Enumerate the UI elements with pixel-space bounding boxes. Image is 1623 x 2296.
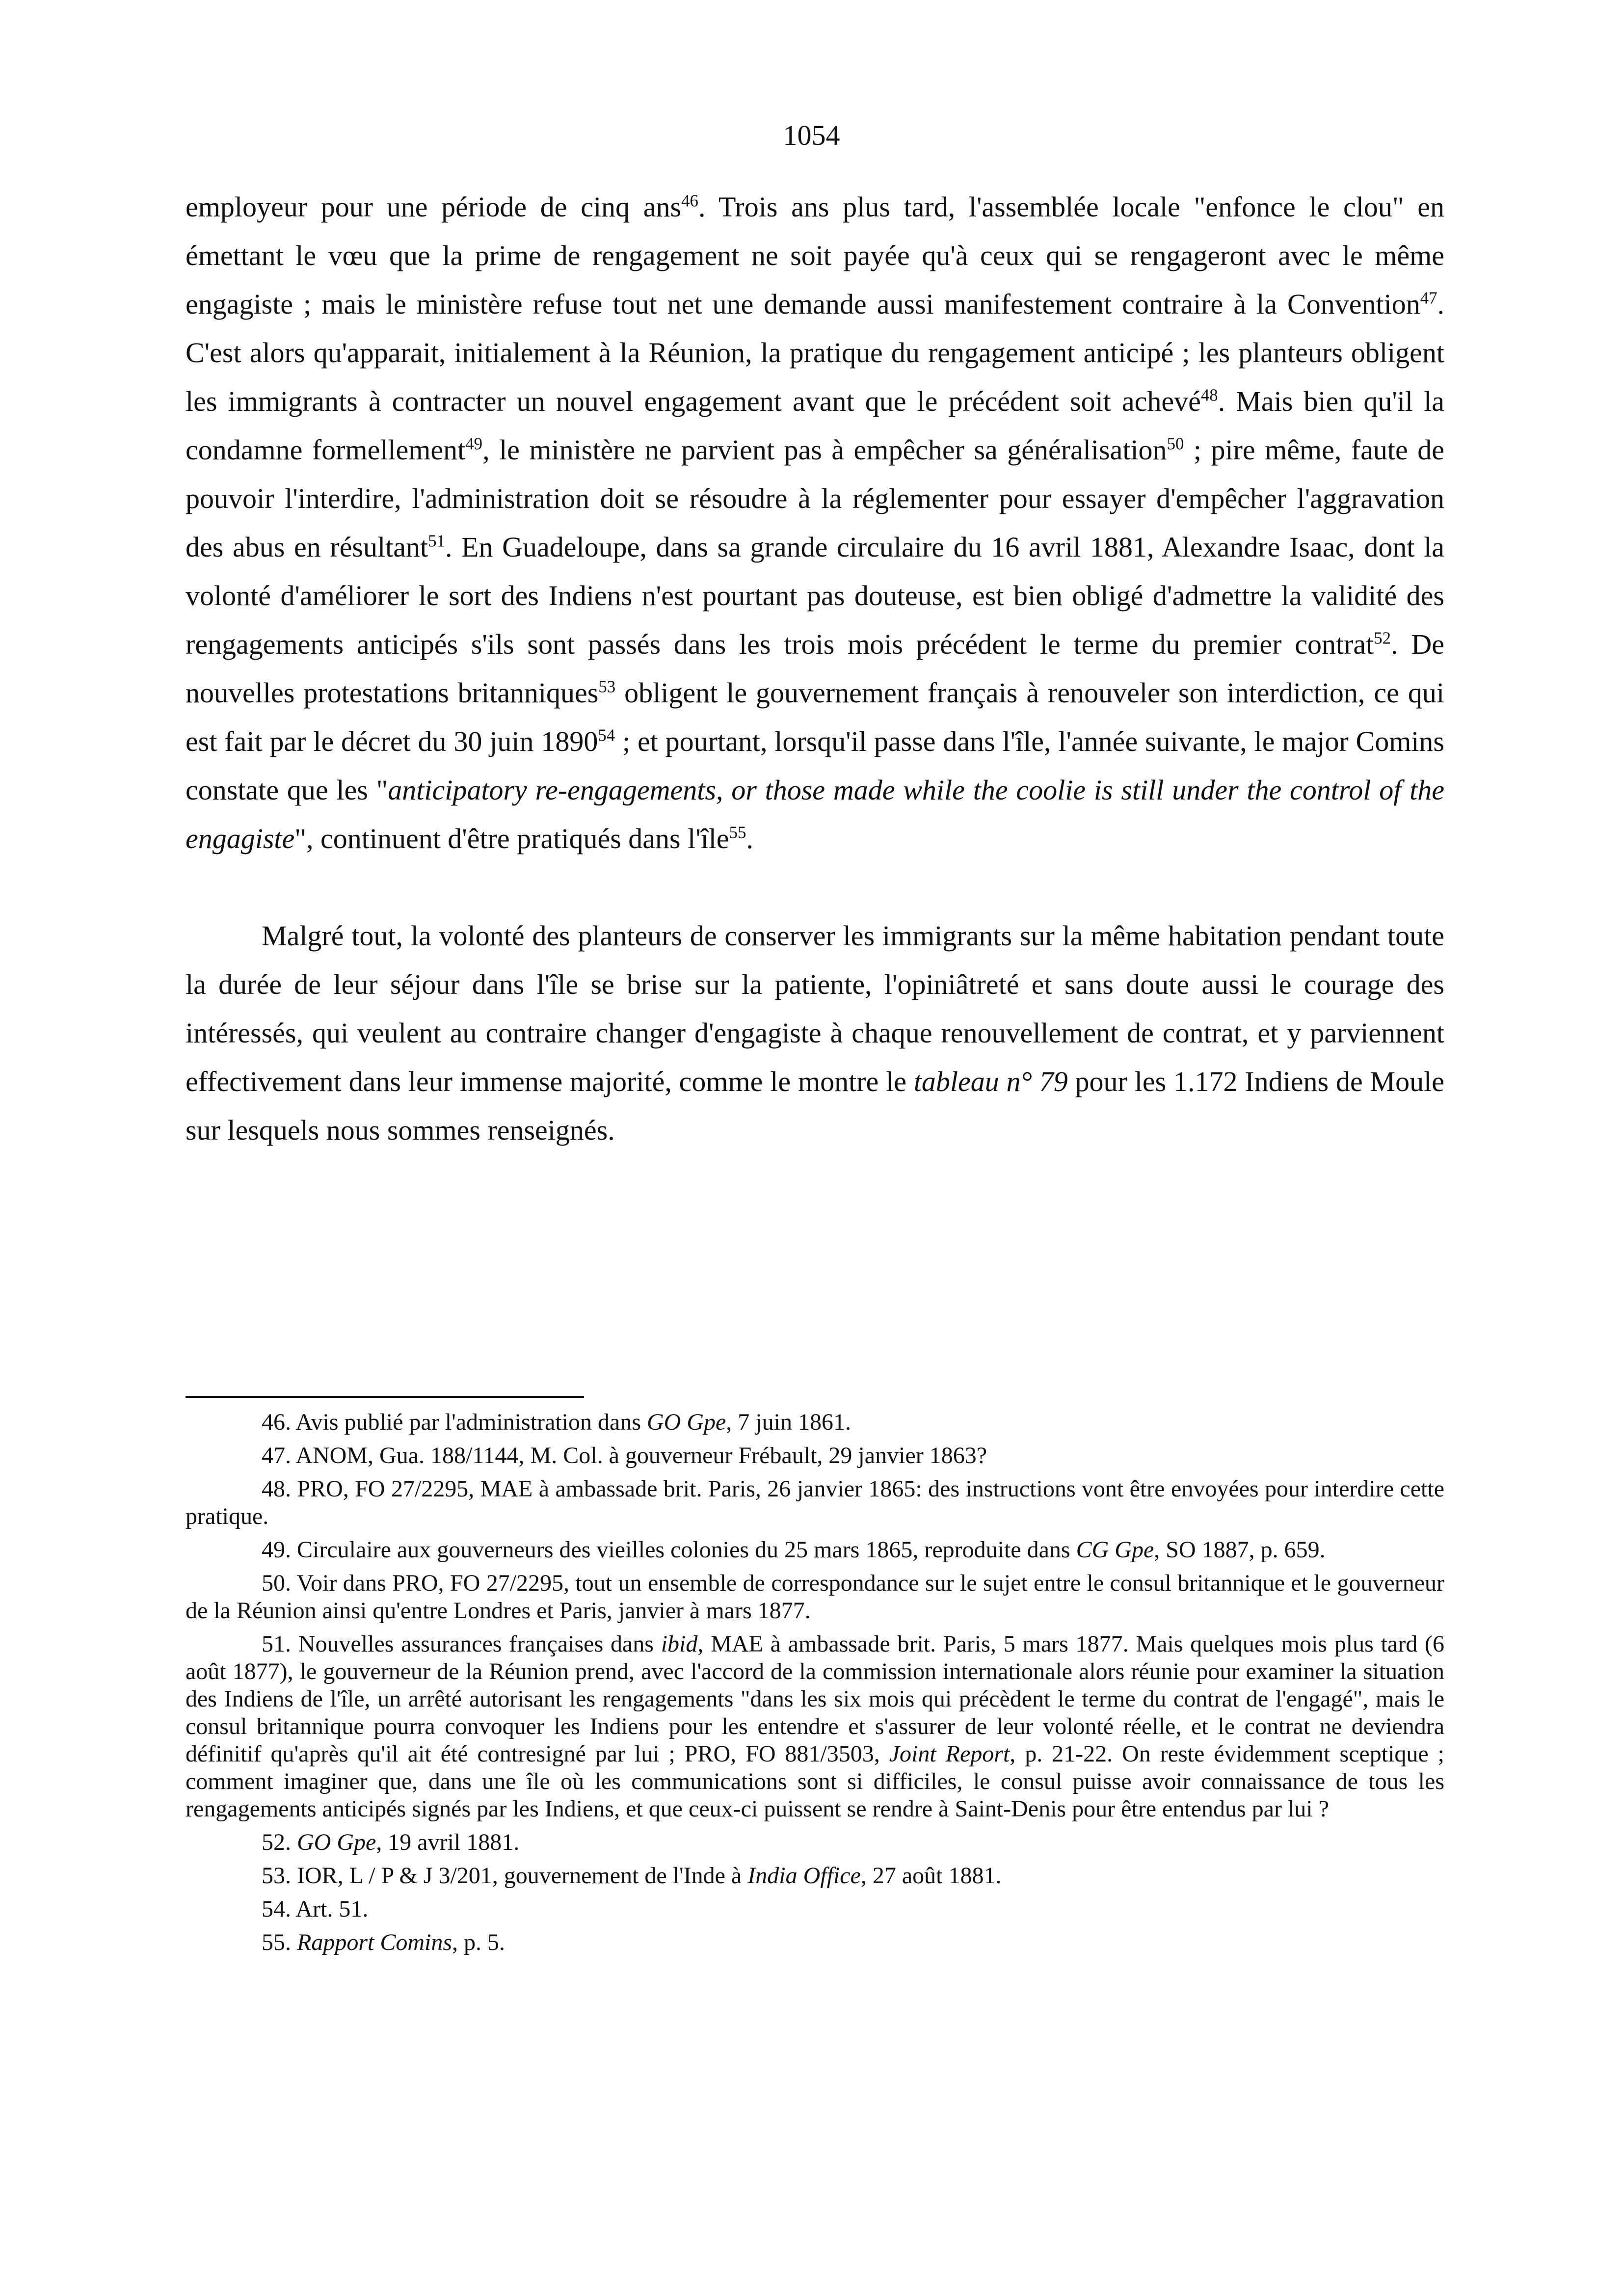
text-run: . En Guadeloupe, dans sa grande circulaire du 16 avril 1881, Alexandre Isaac, dont la volonté d'améliorer le sort des Indiens n'est pourtant pas douteuse, est bien obligé d'admettre la validité des rengagements anticipés s'ils sont passés dans les trois mois précédent le terme du premier contrat xyxy=(186,531,1444,660)
paragraph-1 xyxy=(186,183,1444,863)
text-run: , le ministère ne parvient pas à empêcher sa généralisation xyxy=(482,434,1167,466)
footnote-46 xyxy=(186,1409,1444,1436)
text-run: ; pire même, faute de pouvoir l'interdire, l'administration doit se résoudre à la réglementer pour essayer d'empêcher l'aggravation des abus en résultant xyxy=(186,434,1444,563)
footnote-ref: 50 xyxy=(1167,434,1184,454)
footnote-52 xyxy=(186,1829,1444,1856)
text-run: 46. Avis publié par l'administration dans xyxy=(262,1409,647,1435)
text-run: 48. PRO, FO 27/2295, MAE à ambassade brit. Paris, 26 janvier 1865: des instructions vont être envoyées pour interdire cette pratique. xyxy=(186,1476,1444,1529)
footnote-ref: 47 xyxy=(1420,288,1437,308)
footnote-53 xyxy=(186,1862,1444,1890)
italic-text: GO Gpe xyxy=(297,1829,376,1855)
footnote-49 xyxy=(186,1536,1444,1564)
body-text xyxy=(186,183,1444,1154)
text-run: 53. IOR, L / P & J 3/201, gouvernement de l'Inde à xyxy=(262,1863,748,1889)
text-run: Malgré tout, la volonté des planteurs de conserver les immigrants sur la même habitation pendant toute la durée de leur séjour dans l'île se brise sur la patiente, l'opiniâtreté et sans doute aussi le courage des intéressés, qui veulent au contraire changer d'engagiste à chaque renouvellement de contrat, et y parviennent effectivement dans leur immense majorité, comme le montre le xyxy=(186,920,1444,1097)
italic-text: tableau n° 79 xyxy=(913,1066,1068,1097)
footnote-54 xyxy=(186,1896,1444,1923)
text-run: . Trois ans plus tard, l'assemblée locale "enfonce le clou" en émettant le vœu que la prime de rengagement ne soit payée qu'à ceux qui se rengageront avec le même engagiste ; mais le ministère refuse tout net une demande aussi manifestement contraire à la Convention xyxy=(186,191,1444,320)
text-run: 51. Nouvelles assurances françaises dans xyxy=(262,1631,661,1657)
footnote-47 xyxy=(186,1442,1444,1469)
text-run: . Mais bien qu'il la condamne formellement xyxy=(186,385,1444,466)
footnote-ref: 53 xyxy=(598,677,616,696)
text-run: , MAE à ambassade brit. Paris, 5 mars 1877. Mais quelques mois plus tard (6 août 1877), le gouverneur de la Réunion prend, avec l'accord de la commission internationale alors réunie pour examiner la situation des Indiens de l'île, un arrêté autorisant les rengagements "dans les six mois qui précèdent le terme du contrat de l'engagé", mais le consul britannique pourra convoquer les Indiens pour les entendre et s'assurer de leur volonté réelle, et le contrat ne deviendra définitif qu'après qu'il ait été contresigné par lui ; PRO, FO 881/3503, xyxy=(186,1631,1444,1767)
text-run: 55. xyxy=(262,1929,297,1955)
text-run: pour les 1.172 Indiens de Moule sur lesquels nous sommes renseignés. xyxy=(186,1066,1444,1146)
footnote-ref: 55 xyxy=(729,823,746,842)
text-run: ", continuent d'être pratiqués dans l'île xyxy=(294,823,729,854)
text-run: , SO 1887, p. 659. xyxy=(1154,1537,1326,1563)
text-run: , 27 août 1881. xyxy=(860,1863,1002,1889)
footnote-50 xyxy=(186,1570,1444,1625)
paragraph-2 xyxy=(186,911,1444,1154)
text-run: , 7 juin 1861. xyxy=(726,1409,851,1435)
footnote-separator xyxy=(186,1396,584,1398)
text-run: 52. xyxy=(262,1829,297,1855)
italic-text: India Office xyxy=(747,1863,861,1889)
footnote-48 xyxy=(186,1475,1444,1530)
text-run: . xyxy=(746,823,753,854)
footnote-ref: 48 xyxy=(1200,385,1218,405)
text-run: . De nouvelles protestations britanniques xyxy=(186,628,1444,709)
text-run: employeur pour une période de cinq ans xyxy=(186,191,682,223)
text-run: 50. Voir dans PRO, FO 27/2295, tout un ensemble de correspondance sur le sujet entre le consul britannique et le gouverneur de la Réunion ainsi qu'entre Londres et Paris, janvier à mars 1877. xyxy=(186,1570,1444,1624)
italic-text: Joint Report xyxy=(889,1741,1010,1767)
text-run: , p. 5. xyxy=(452,1929,506,1955)
footnote-ref: 52 xyxy=(1374,628,1391,648)
italic-text: anticipatory re-engagements, or those made while the coolie is still under the control of the engagiste xyxy=(186,774,1444,854)
italic-text: Rapport Comins xyxy=(297,1929,452,1955)
italic-text: ibid xyxy=(661,1631,698,1657)
footnote-55 xyxy=(186,1929,1444,1956)
text-run: , 19 avril 1881. xyxy=(376,1829,520,1855)
footnote-ref: 51 xyxy=(428,531,445,551)
text-run: . C'est alors qu'apparait, initialement à la Réunion, la pratique du rengagement anticipé ; les planteurs obligent les immigrants à contracter un nouvel engagement avant que le précédent soit achevé xyxy=(186,288,1444,417)
text-run: 54. Art. 51. xyxy=(262,1896,369,1922)
text-run: obligent le gouvernement français à renouveler son interdiction, ce qui est fait par le décret du 30 juin 1890 xyxy=(186,677,1444,757)
italic-text: GO Gpe xyxy=(647,1409,726,1435)
text-run: , p. 21-22. On reste évidemment sceptique ; comment imaginer que, dans une île où les communications sont si difficiles, le consul puisse avoir connaissance de tous les rengagements anticipés signés par les Indiens, et que ceux-ci puissent se rendre à Saint-Denis pour être entendus par lui ? xyxy=(186,1741,1444,1822)
text-run: ; et pourtant, lorsqu'il passe dans l'île, l'année suivante, le major Comins constate que les " xyxy=(186,725,1444,806)
page-number: 1054 xyxy=(783,119,840,151)
footnotes xyxy=(186,1409,1444,1962)
footnote-51 xyxy=(186,1630,1444,1823)
italic-text: CG Gpe xyxy=(1076,1537,1154,1563)
footnote-ref: 49 xyxy=(465,434,483,454)
text-run: 49. Circulaire aux gouverneurs des vieilles colonies du 25 mars 1865, reproduite dans xyxy=(262,1537,1076,1563)
text-run: 47. ANOM, Gua. 188/1144, M. Col. à gouverneur Frébault, 29 janvier 1863? xyxy=(262,1442,987,1468)
footnote-ref: 46 xyxy=(681,191,698,211)
footnote-ref: 54 xyxy=(598,725,615,745)
